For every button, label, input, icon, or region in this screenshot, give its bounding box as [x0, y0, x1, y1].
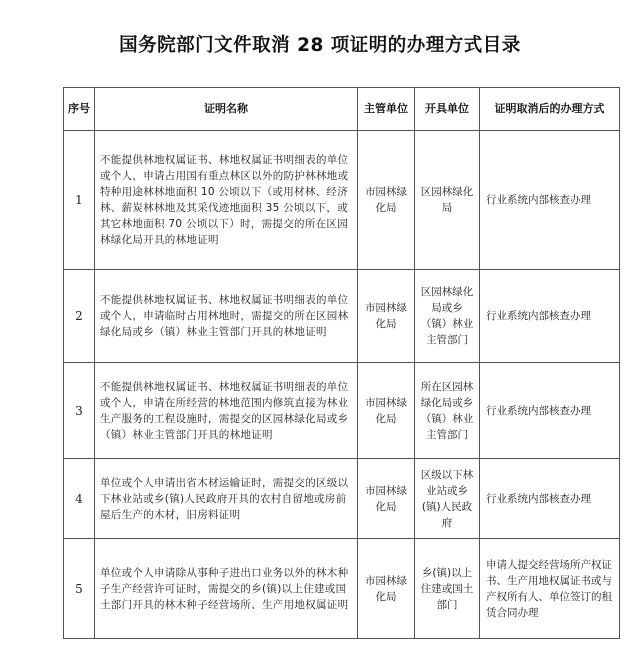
row-method: 行业系统内部核查办理 [480, 459, 620, 539]
row-issuer: 区园林绿化局 [415, 131, 480, 270]
row-no: 3 [64, 363, 95, 459]
row-dept: 市园林绿化局 [358, 459, 415, 539]
row-no: 2 [64, 270, 95, 363]
row-name: 不能提供林地权属证书、林地权属证书明细表的单位或个人，申请临时占用林地时，需提交的所在区园林绿化局或乡（镇）林业主管部门开具的林地证明 [95, 270, 358, 363]
row-method: 行业系统内部核查办理 [480, 363, 620, 459]
row-name: 不能提供林地权属证书、林地权属证书明细表的单位或个人，申请在所经营的林地范围内修筑直接为林业生产服务的工程设施时，需提交的区园林绿化局或乡（镇）林业主管部门开具的林地证明 [95, 363, 358, 459]
header-issuer: 开具单位 [415, 88, 480, 131]
row-dept: 市园林绿化局 [358, 363, 415, 459]
table-row [64, 270, 620, 363]
row-name: 不能提供林地权属证书、林地权属证书明细表的单位或个人，申请占用国有重点林区以外的防护林林地或特种用途林林地面积 10 公顷以下（或用材林、经济林、薪炭林林地及其采伐迹地面积 35 公顷以下，或其它林地面积 70 公顷以下）时，需提交的所在区园林绿化局开具的林地证明 [95, 131, 358, 270]
table-row [64, 459, 620, 539]
header-method: 证明取消后的办理方式 [480, 88, 620, 131]
row-method: 申请人提交经营场所产权证书、生产用地权属证书或与产权所有人、单位签订的租赁合同办理 [480, 539, 620, 639]
row-name: 单位或个人申请除从事种子进出口业务以外的林木种子生产经营许可证时，需提交的乡(镇)以上住建或国土部门开具的林木种子经营场所、生产用地权属证明 [95, 539, 358, 639]
table-row [64, 363, 620, 459]
row-dept: 市园林绿化局 [358, 539, 415, 639]
table-row [64, 539, 620, 639]
row-issuer: 区级以下林业站或乡(镇)人民政府 [415, 459, 480, 539]
header-name: 证明名称 [95, 88, 358, 131]
row-issuer: 乡(镇)以上住建或国土部门 [415, 539, 480, 639]
row-no: 4 [64, 459, 95, 539]
row-no: 1 [64, 131, 95, 270]
certificate-table [63, 87, 620, 639]
header-dept: 主管单位 [358, 88, 415, 131]
row-dept: 市园林绿化局 [358, 270, 415, 363]
document-title: 国务院部门文件取消 28 项证明的办理方式目录 [119, 35, 521, 56]
row-no: 5 [64, 539, 95, 639]
row-issuer: 所在区园林绿化局或乡（镇）林业主管部门 [415, 363, 480, 459]
table-row [64, 131, 620, 270]
row-method: 行业系统内部核查办理 [480, 270, 620, 363]
table-header-row [64, 88, 620, 131]
row-dept: 市园林绿化局 [358, 131, 415, 270]
row-method: 行业系统内部核查办理 [480, 131, 620, 270]
row-issuer: 区园林绿化局或乡（镇）林业主管部门 [415, 270, 480, 363]
header-no: 序号 [64, 88, 95, 131]
row-name: 单位或个人申请出省木材运输证时，需提交的区级以下林业站或乡(镇)人民政府开具的农村自留地或房前屋后生产的木材，旧房料证明 [95, 459, 358, 539]
